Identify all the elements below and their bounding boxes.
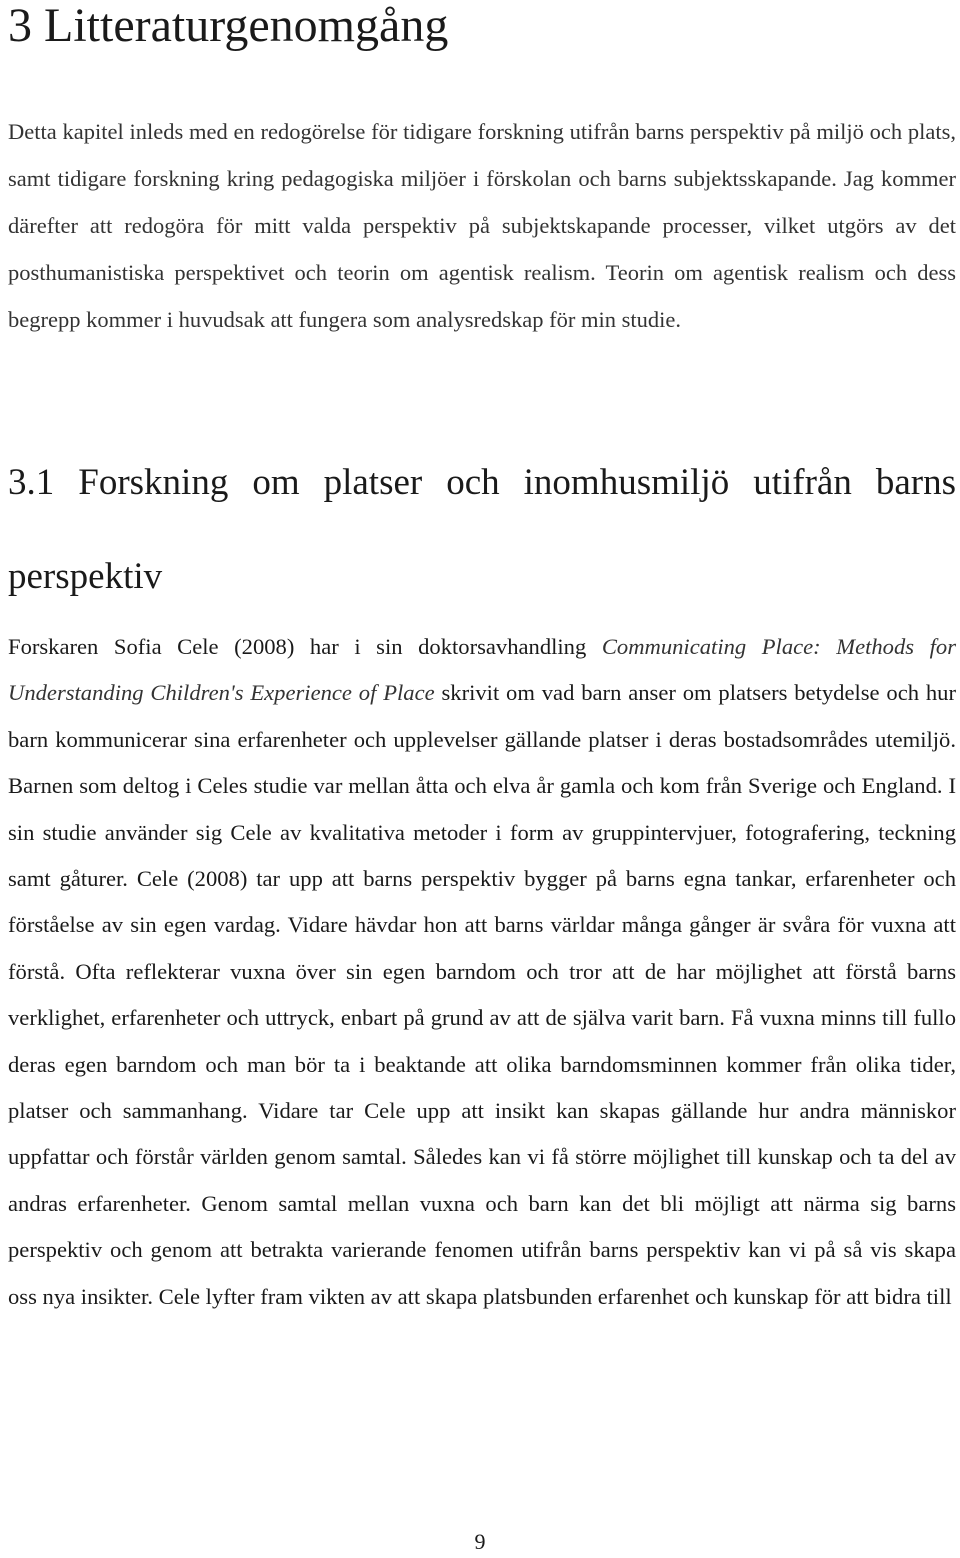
work-title: Communicating Place: Methods for Understanding Children's Experience of Place [8, 634, 957, 706]
body-paragraph [8, 624, 956, 1320]
body-text-rest: skrivit om vad barn anser om platsers betydelse och hur barn kommunicerar sina erfarenheter och upplevelser gällande platser i deras bostadsområdes utemiljö. Barnen som deltog i Celes studie var mellan åtta och elva år gamla och kom från Sverige och England. I sin studie använder sig Cele av kvalitativa metoder i form av gruppintervjuer, fotografering, teckning samt gåturer. Cele (2008) tar upp att barns perspektiv bygger på barns egna tankar, erfarenheter och förståelse av sin egen vardag. Vidare hävdar hon att barns världar många gånger är svåra för vuxna att förstå. Ofta reflekterar vuxna över sin egen barndom och tror att de har möjlighet att förstå barns verklighet, erfarenheter och uttryck, enbart på grund av att de själva varit barn. Få vuxna minns till fullo deras egen barndom och man bör ta i beaktande att olika barndomsminnen kommer från olika tider, platser och sammanhang. Vidare tar Cele upp att insikt kan skapas gällande hur andra människor uppfattar och förstår världen genom samtal. Således kan vi få större möjlighet till kunskap och ta del av andras erfarenheter. Genom samtal mellan vuxna och barn kan det bli möjligt att närma sig barns perspektiv och genom att betrakta varierande fenomen utifrån barns perspektiv kan vi på så vis skapa oss nya insikter. Cele lyfter fram vikten av att skapa platsbunden erfarenhet och kunskap för att bidra till [8, 680, 956, 1309]
chapter-title: 3 Litteraturgenomgång [8, 0, 449, 52]
body-text-start: Forskaren Sofia Cele (2008) har i sin doktorsavhandling [8, 634, 602, 659]
page-number: 9 [474, 1529, 486, 1554]
intro-paragraph: Detta kapitel inleds med en redogörelse för tidigare forskning utifrån barns perspektiv på miljö och plats, samt tidigare forskning kring pedagogiska miljöer i förskolan och barns subjektsskapande. Jag kommer därefter att redogöra för mitt valda perspektiv på subjektskapande processer, vilket utgörs av det posthumanistiska perspektivet och teorin om agentisk realism. Teorin om agentisk realism och dess begrepp kommer i huvudsak att fungera som analysredskap för min studie. [8, 119, 956, 332]
section-title: 3.1 Forskning om platser och inomhusmiljö utifrån barns perspektiv [8, 462, 956, 597]
